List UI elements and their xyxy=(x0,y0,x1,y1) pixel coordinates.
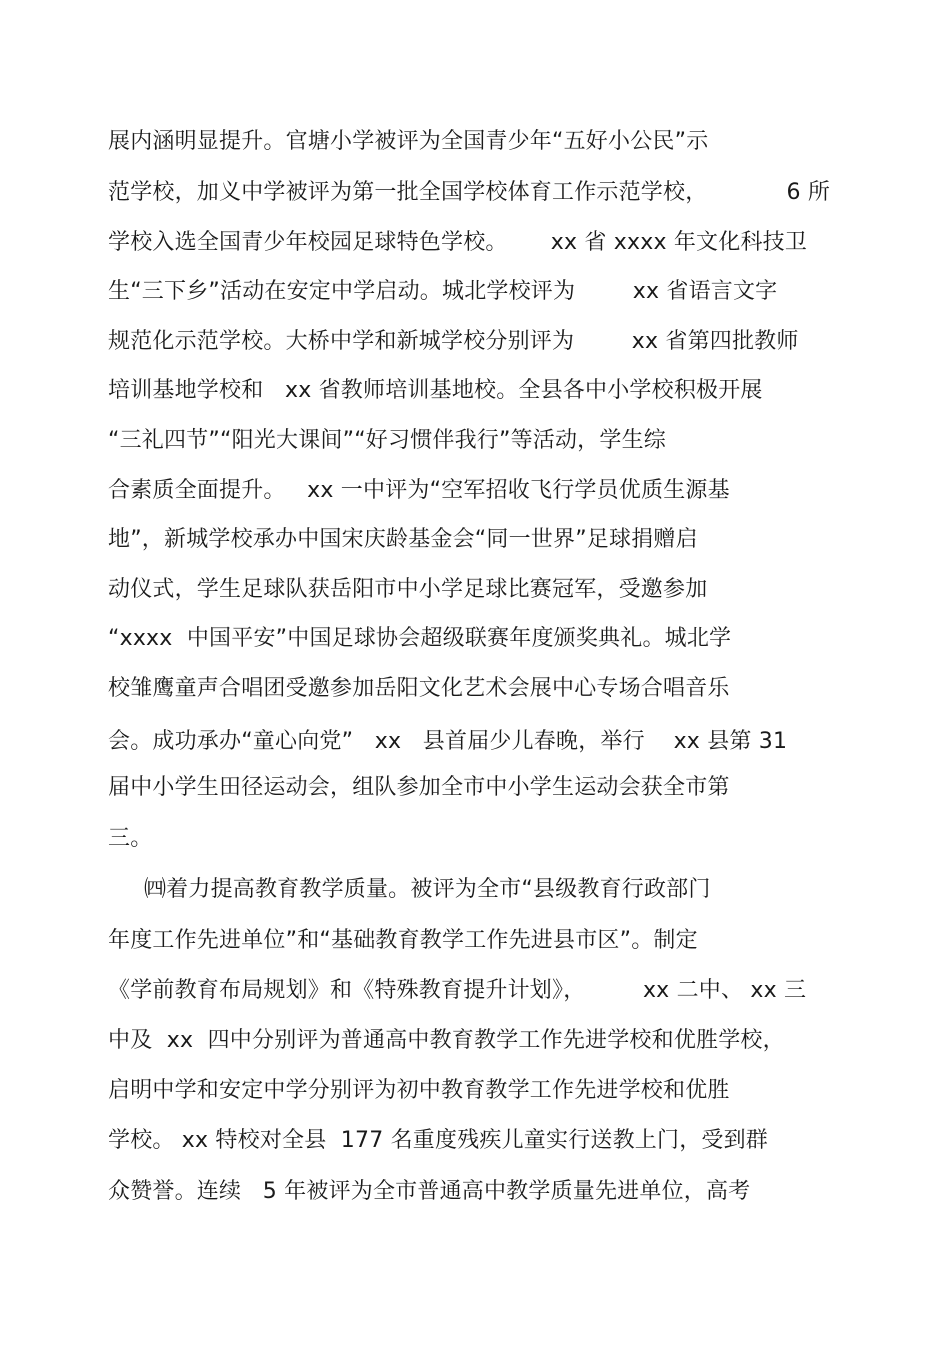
text-line-22: 众赞誉。连续 5 年被评为全市普通高中教学质量先进单位，高考 xyxy=(108,1179,751,1204)
text-line-18: 《学前教育布局规划》和《特殊教育提升计划》， xx 二中、 xx 三 xyxy=(108,978,807,1003)
text-line-12: 校雏鹰童声合唱团受邀参加岳阳文化艺术会展中心专场合唱音乐 xyxy=(108,676,730,701)
text-line-15: 三。 xyxy=(108,826,153,851)
text-line-5: 规范化示范学校。大桥中学和新城学校分别评为 xx 省第四批教师 xyxy=(108,329,799,354)
text-line-14: 届中小学生田径运动会，组队参加全市中小学生运动会获全市第 xyxy=(108,775,730,800)
text-line-16: ㈣着力提高教育教学质量。被评为全市“县级教育行政部门 xyxy=(108,877,711,902)
text-line-8: 合素质全面提升。 xx 一中评为“空军招收飞行学员优质生源基 xyxy=(108,478,730,503)
text-line-19: 中及 xx 四中分别评为普通高中教育教学工作先进学校和优胜学校， xyxy=(108,1028,785,1053)
text-line-17: 年度工作先进单位”和“基础教育教学工作先进县市区”。制定 xyxy=(108,928,698,953)
text-line-9: 地”，新城学校承办中国宋庆龄基金会“同一世界”足球捐赠启 xyxy=(108,527,698,552)
text-line-21: 学校。 xx 特校对全县 177 名重度残疾儿童实行送教上门，受到群 xyxy=(108,1128,768,1153)
text-line-11: “xxxx 中国平安”中国足球协会超级联赛年度颁奖典礼。城北学 xyxy=(108,626,732,651)
text-line-7: “三礼四节”“阳光大课间”“好习惯伴我行”等活动，学生综 xyxy=(108,428,666,453)
text-line-13: 会。成功承办“童心向党” xx 县首届少儿春晚，举行 xx 县第 31 xyxy=(108,729,788,754)
text-line-20: 启明中学和安定中学分别评为初中教育教学工作先进学校和优胜 xyxy=(108,1078,730,1103)
text-line-3: 学校入选全国青少年校园足球特色学校。 xx 省 xxxx 年文化科技卫 xyxy=(108,230,808,255)
text-line-4: 生“三下乡”活动在安定中学启动。城北学校评为 xx 省语言文字 xyxy=(108,279,778,304)
text-line-2: 范学校，加义中学被评为第一批全国学校体育工作示范学校， 6 所 xyxy=(108,180,831,205)
text-line-1: 展内涵明显提升。官塘小学被评为全国青少年“五好小公民”示 xyxy=(108,129,709,154)
text-line-10: 动仪式，学生足球队获岳阳市中小学足球比赛冠军，受邀参加 xyxy=(108,577,708,602)
text-line-6: 培训基地学校和 xx 省教师培训基地校。全县各中小学校积极开展 xyxy=(108,378,763,403)
